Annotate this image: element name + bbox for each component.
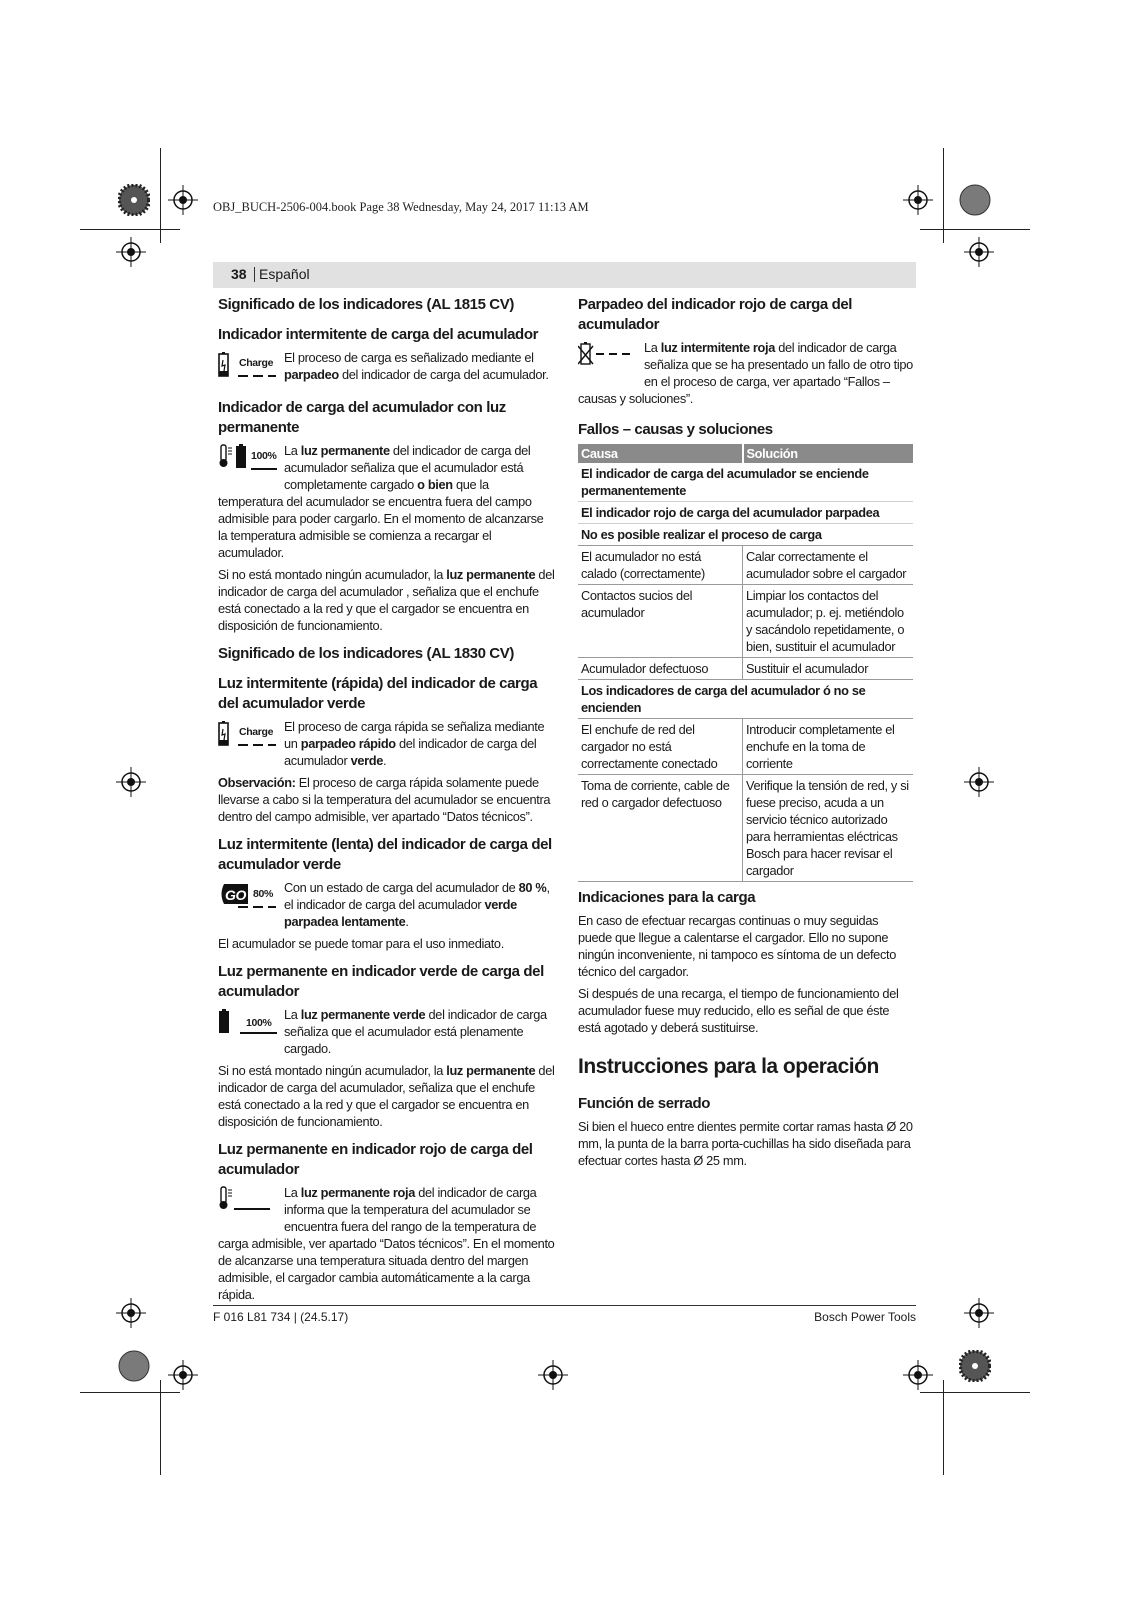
battery-charge-icon [218, 350, 278, 384]
footer-brand: Bosch Power Tools [814, 1310, 916, 1324]
paragraph: El proceso de carga es señalizado mediante el parpadeo del indicador de carga del acumulador. [284, 350, 549, 382]
crop-line [920, 229, 1030, 230]
gray-target [959, 184, 991, 216]
table-row [578, 658, 913, 680]
right-column [578, 295, 913, 1174]
group-label: No es posible realizar el proceso de carga [578, 524, 913, 546]
section-heading: Luz intermitente (rápida) del indicador de carga del acumulador verde [218, 675, 538, 712]
table-row [578, 719, 913, 775]
indicator-block [218, 1184, 555, 1308]
registration-mark [964, 767, 994, 797]
table-row [578, 546, 913, 585]
header-separator [254, 267, 255, 282]
page-number: 38 [231, 266, 247, 282]
percent-label: 100% [246, 1017, 272, 1029]
book-info: OBJ_BUCH-2506-004.book Page 38 Wednesday, May 24, 2017 11:13 AM [213, 200, 589, 214]
thermometer-battery-icon [218, 443, 278, 477]
paragraph: En caso de efectuar recargas continuas o muy seguidas puede que llegue a calentarse el cargador. Ello no supone ningún inconveniente, ni tampoco es síntoma de un defecto técnico del cargador. [578, 913, 896, 979]
registration-mark [168, 1360, 198, 1390]
cause-cell: El acumulador no está calado (correctamente) [578, 546, 743, 585]
section-heading: Luz permanente en indicador rojo de carga del acumulador [218, 1141, 533, 1178]
section-heading: Significado de los indicadores (AL 1830 CV) [218, 645, 514, 662]
paragraph: Si no está montado ningún acumulador, la luz permanente del indicador de carga del acumulador, señaliza que el enchufe está conectado a la red y que el cargador se encuentra en disposición de funcionamiento. [218, 1063, 555, 1129]
indicator-block [578, 339, 913, 412]
page-header [213, 262, 916, 288]
paragraph: La luz permanente roja del indicador de carga informa que la temperatura del acumulador se encuentra fuera del rango de la temperatura de carga admisible, ver apartado “Datos técnicos”. En el momento de alcanzarse una temperatura situada dentro del margen admisible, el cargador cambia automáticamente a la carga rápida. [218, 1185, 555, 1302]
table-group-row [578, 680, 913, 719]
crop-line [160, 1380, 161, 1475]
crop-line [920, 1392, 1030, 1393]
troubleshooting-table [578, 444, 913, 882]
gray-target [118, 1350, 150, 1382]
paragraph: La luz permanente del indicador de carga del acumulador señaliza que el acumulador está completamente cargado o bien que la temperatura del acumulador se encuentra fuera del campo admisible para poder cargarlo. En el momento de alcanzarse la temperatura admisible se comienza a recargar el acumulador. [218, 443, 544, 560]
registration-mark [903, 1360, 933, 1390]
section-heading: Luz intermitente (lenta) del indicador de carga del acumulador verde [218, 836, 552, 873]
crop-line [80, 229, 180, 230]
cause-cell: Acumulador defectuoso [578, 658, 743, 680]
section-heading: Fallos – causas y soluciones [578, 421, 773, 438]
registration-mark [116, 767, 146, 797]
footer-rule [213, 1305, 916, 1306]
section-heading: Indicador intermitente de carga del acumulador [218, 326, 539, 343]
solution-cell: Calar correctamente el acumulador sobre el cargador [743, 546, 914, 585]
paragraph: La luz permanente verde del indicador de carga señaliza que el acumulador está plenamente cargado. [284, 1007, 547, 1056]
table-header-row [578, 444, 913, 463]
registration-mark [964, 237, 994, 267]
crop-line [943, 1380, 944, 1475]
star-target [959, 1350, 991, 1382]
go-battery-icon [218, 880, 278, 914]
registration-mark [116, 1298, 146, 1328]
paragraph: Si bien el hueco entre dientes permite cortar ramas hasta Ø 20 mm, la punta de la barra porta-cuchillas ha sido diseñada para efectuar cortes hasta Ø 25 mm. [578, 1119, 913, 1168]
table-group-row [578, 524, 913, 546]
paragraph: Observación: El proceso de carga rápida solamente puede llevarse a cabo si la temperatura del acumulador se encuentra dentro del campo admisible, ver apartado “Datos técnicos”. [218, 775, 551, 824]
solution-cell: Verifique la tensión de red, y si fuese preciso, acuda a un servicio técnico autorizado para herramientas eléctricas Bosch para hacer revisar el cargador [743, 775, 914, 882]
percent-label: 100% [251, 450, 277, 462]
group-label: Los indicadores de carga del acumulador ó no se encienden [578, 680, 913, 719]
indicator-block [218, 1006, 555, 1062]
solution-cell: Sustituir el acumulador [743, 658, 914, 680]
solution-cell: Limpiar los contactos del acumulador; p. ej. metiéndolo y sacándolo repetidamente, o bien, sustituir el acumulador [743, 585, 914, 658]
table-row [578, 775, 913, 882]
battery-charge-icon [218, 719, 278, 753]
cause-cell: Contactos sucios del acumulador [578, 585, 743, 658]
charge-label: Charge [239, 726, 274, 738]
battery-full-icon [218, 1007, 278, 1041]
header-language: Español [259, 266, 310, 282]
indicator-block [218, 879, 555, 935]
paragraph: La luz intermitente roja del indicador de carga señaliza que se ha presentado un fallo de otro tipo en el proceso de carga, ver apartado “Fallos – causas y soluciones”. [578, 340, 913, 406]
registration-mark [116, 237, 146, 267]
registration-mark [168, 185, 198, 215]
crop-line [80, 1392, 180, 1393]
group-label: El indicador rojo de carga del acumulador parpadea [578, 502, 913, 524]
charge-label: Charge [239, 357, 274, 369]
registration-mark [903, 185, 933, 215]
footer-doc-number: F 016 L81 734 | (24.5.17) [213, 1310, 349, 1324]
section-heading: Indicaciones para la carga [578, 889, 756, 906]
section-heading: Significado de los indicadores (AL 1815 CV) [218, 296, 514, 313]
cause-cell: Toma de corriente, cable de red o cargador defectuoso [578, 775, 743, 882]
column-header: Solución [743, 444, 914, 463]
column-header: Causa [578, 444, 743, 463]
paragraph: Si no está montado ningún acumulador, la luz permanente del indicador de carga del acumulador , señaliza que el enchufe está conectado a la red y que el cargador se encuentra en disposición de funcionamiento. [218, 567, 555, 633]
percent-label: 80% [253, 888, 273, 900]
chapter-heading: Instrucciones para la operación [578, 1055, 879, 1078]
left-column [218, 295, 555, 1308]
paragraph: El proceso de carga rápida se señaliza mediante un parpadeo rápido del indicador de carga del acumulador verde. [284, 719, 545, 768]
indicator-block [218, 349, 555, 388]
star-target [118, 184, 150, 216]
indicator-block [218, 442, 555, 566]
section-heading: Indicador de carga del acumulador con luz permanente [218, 399, 506, 436]
registration-mark [538, 1360, 568, 1390]
section-heading: Luz permanente en indicador verde de carga del acumulador [218, 963, 544, 1000]
table-row [578, 585, 913, 658]
table-group-row [578, 502, 913, 524]
table-group-row [578, 463, 913, 502]
paragraph: Si después de una recarga, el tiempo de funcionamiento del acumulador fuese muy reducido, ello es señal de que éste está agotado y deberá sustituirse. [578, 986, 899, 1035]
indicator-block [218, 718, 555, 774]
paragraph: El acumulador se puede tomar para el uso inmediato. [218, 936, 504, 951]
section-heading: Función de serrado [578, 1095, 710, 1112]
solution-cell: Introducir completamente el enchufe en la toma de corriente [743, 719, 914, 775]
paragraph: Con un estado de carga del acumulador de 80 %, el indicador de carga del acumulador verde parpadea lentamente. [284, 880, 550, 929]
thermometer-icon [218, 1185, 278, 1219]
cause-cell: El enchufe de red del cargador no está correctamente conectado [578, 719, 743, 775]
registration-mark [964, 1298, 994, 1328]
go-label: GO [225, 887, 247, 903]
section-heading: Parpadeo del indicador rojo de carga del acumulador [578, 296, 853, 333]
battery-error-icon [578, 340, 638, 374]
group-label: El indicador de carga del acumulador se enciende permanentemente [578, 463, 913, 502]
